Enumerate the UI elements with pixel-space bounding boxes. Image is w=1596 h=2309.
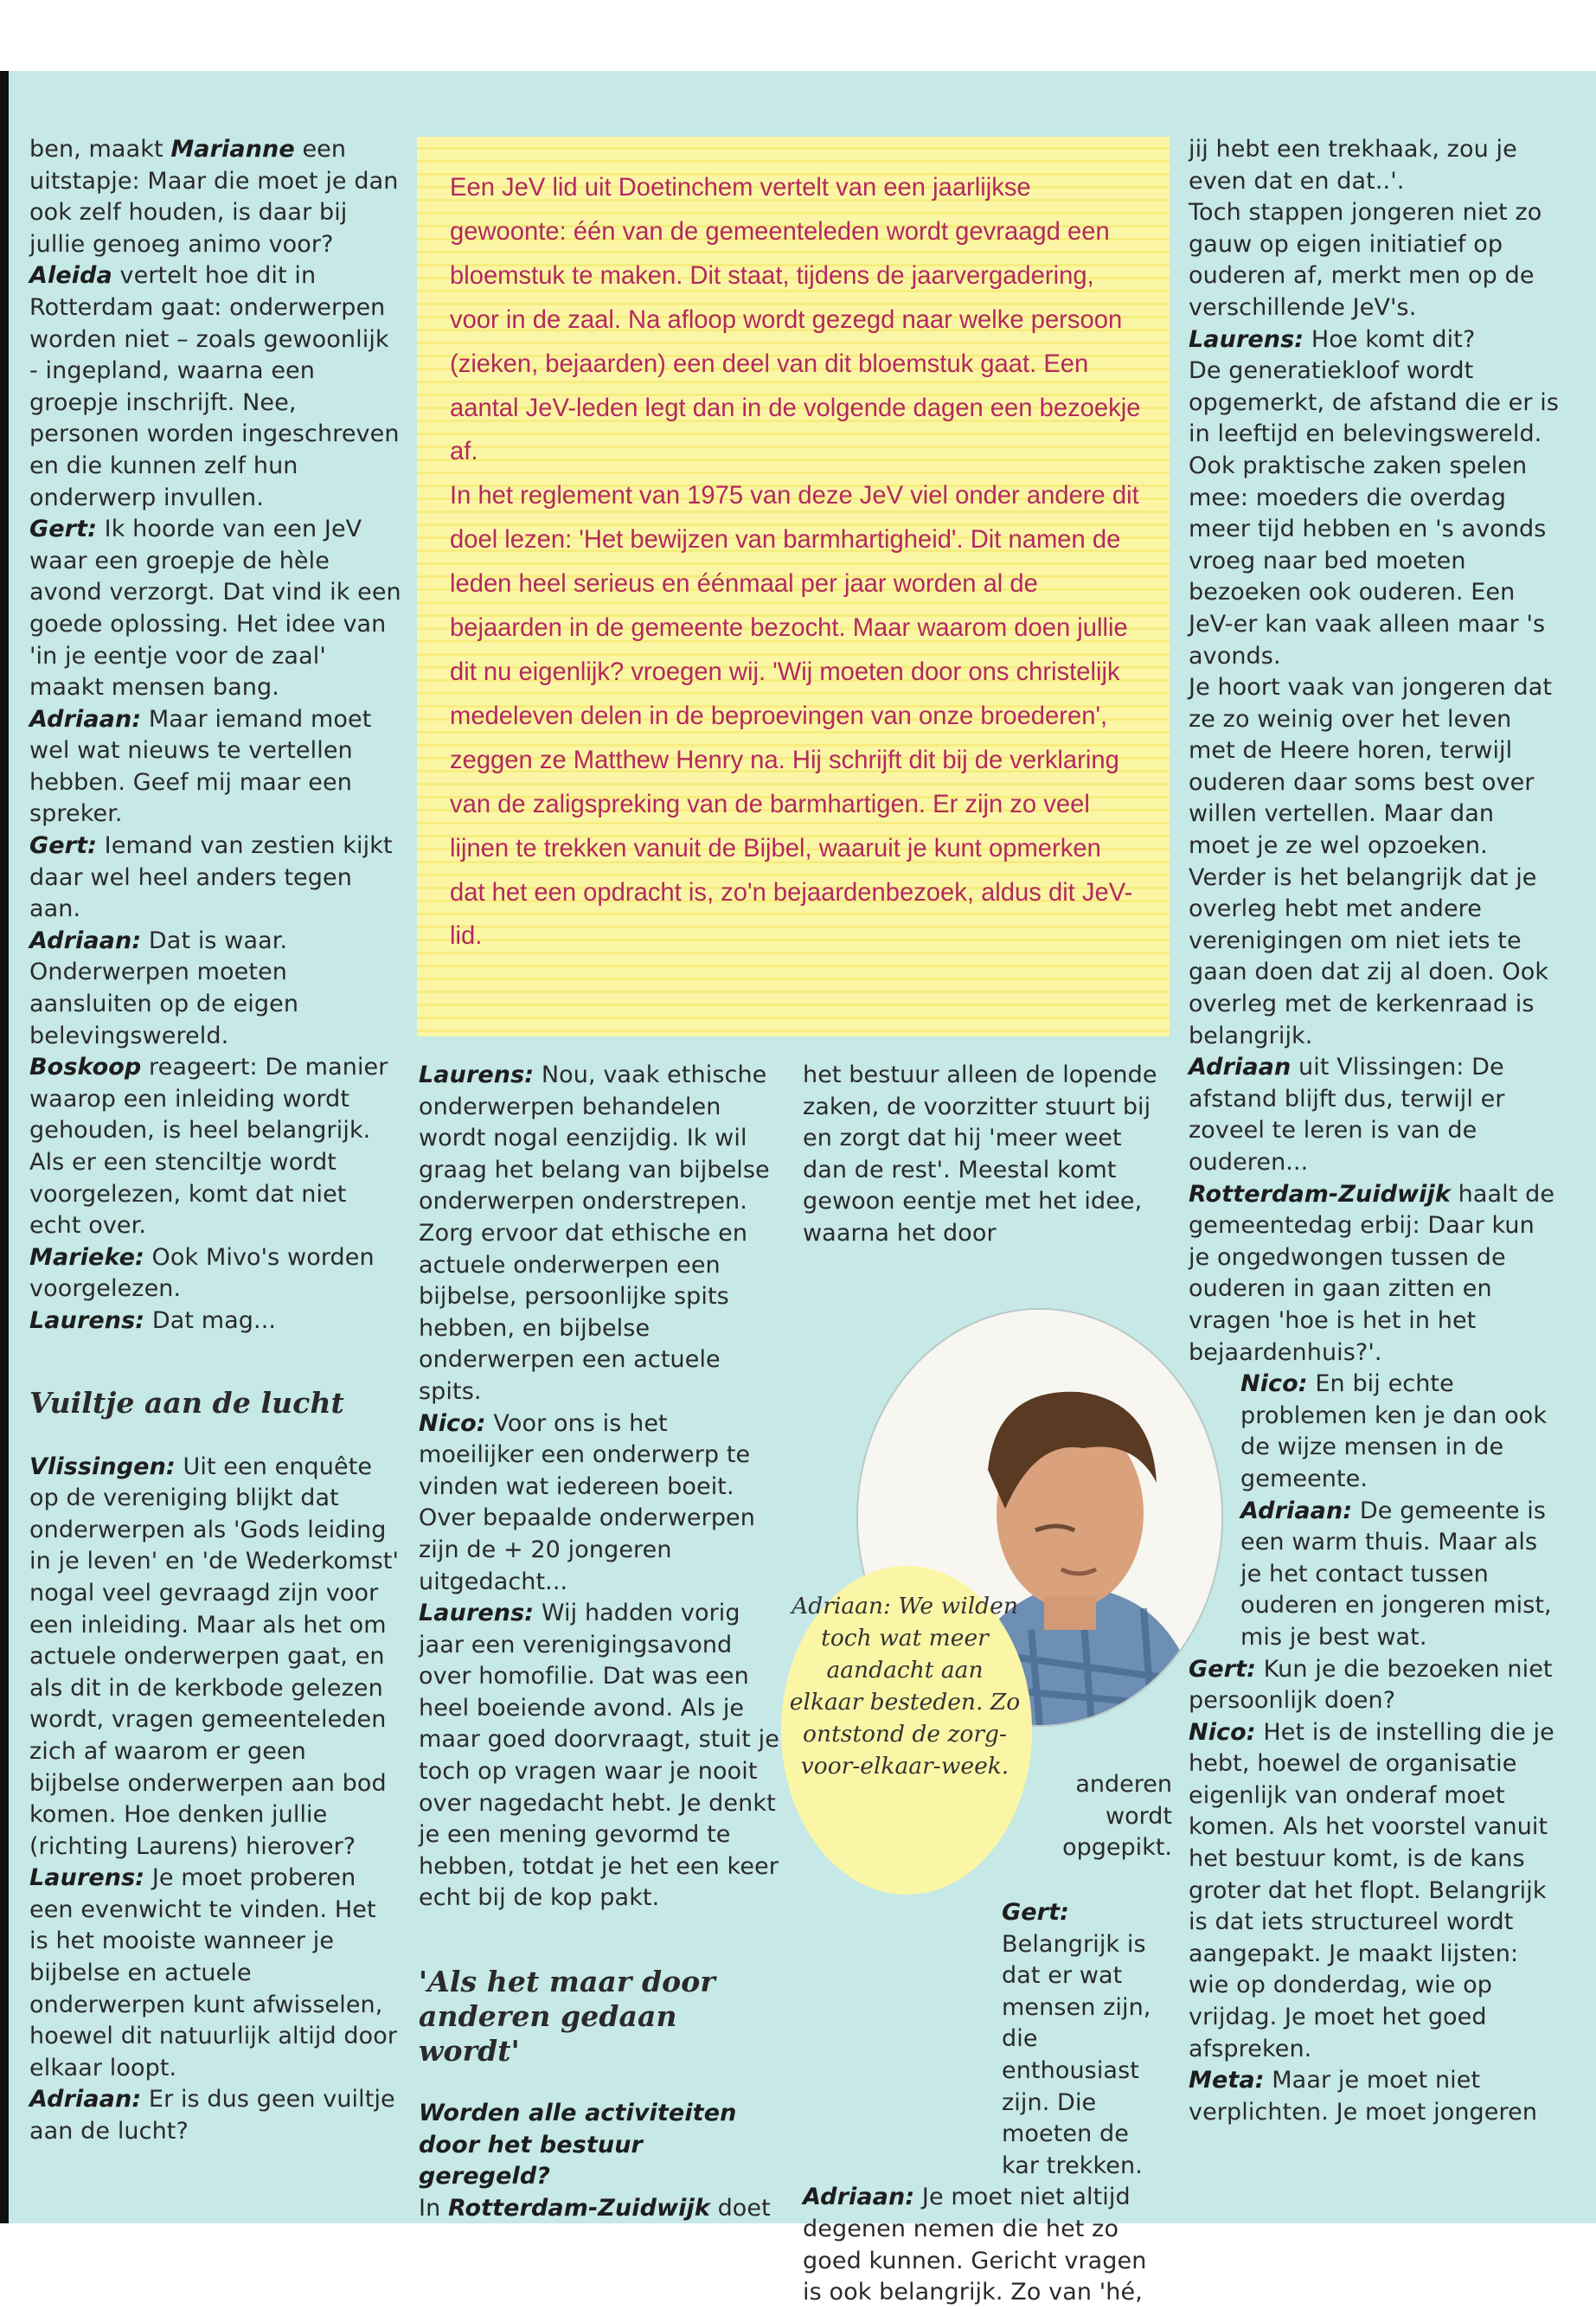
paragraph: Adriaan: Je moet niet altijd degenen nemen die het zo goed kunnen. Gericht vragen is ook belangrijk. Zo van 'hé,: [803, 2184, 1147, 2306]
paragraph: Gert: Iemand van zestien kijkt daar wel heel anders tegen aan.: [29, 832, 393, 923]
speaker-name: Adriaan:: [803, 2184, 915, 2211]
paragraph: De generatiekloof wordt opgemerkt, de afstand die er is in leeftijd en belevingswereld. Ook praktische zaken spelen mee: moeders die overdag meer tijd hebben en 's avonds vroeg naar bed moeten bezoeken ook ouderen. Een JeV-er kan vaak alleen maar 's avonds.: [1189, 357, 1560, 670]
paragraph: Vlissingen: Uit een enquête op de vereniging blijkt dat onderwerpen als 'Gods leiding in je leven' en 'de Wederkomst' nogal veel gevraagd zijn voor een inleiding. Maar als het om actuele onderwerpen gaat, en als dit in de kerkbode gelezen wordt, vragen gemeenteleden zich af waarom er geen bijbelse onderwerpen aan bod komen. Hoe denken jullie (richting Laurens) hierover?: [29, 1453, 400, 1860]
paragraph: ben, maakt Marianne een uitstapje: Maar die moet je dan ook zelf houden, is daar bij jullie genoeg animo voor?: [29, 136, 399, 258]
column-2: [419, 1060, 782, 2224]
paragraph: Nico: Het is de instelling die je hebt, hoewel de organisatie eigenlijk van onderaf moet komen. Als het voorstel vanuit het bestuur komt, is de kans groter dat het flopt. Belangrijk is dat iets structureel wordt aangepakt. Je maakt lijsten: wie op donderdag, wie op vrijdag. Je moet het goed afspreken.: [1189, 1718, 1554, 2062]
column-4: [1189, 134, 1562, 2128]
column-3: [803, 1060, 1166, 1250]
photo-caption: Adriaan: We wilden toch wat meer aandacht aan elkaar besteden. Zo ontstond de zorg-voor-elkaar-week.: [789, 1593, 1021, 1780]
paragraph: Adriaan: Dat is waar. Onderwerpen moeten aansluiten op de eigen belevingswereld.: [29, 927, 299, 1049]
paragraph: Rotterdam-Zuidwijk haalt de gemeentedag erbij: Daar kun je ongedwongen tussen de ouderen in gaan zitten en vragen 'hoe is het in het bejaardenhuis?'.: [1189, 1180, 1555, 1366]
paragraph: Laurens: Hoe komt dit?: [1189, 325, 1476, 353]
column-1: [29, 134, 401, 2148]
page-edge-shadow: [0, 71, 9, 2223]
speaker-name: Nico:: [1189, 1718, 1256, 1746]
paragraph: Adriaan: Er is dus geen vuiltje aan de lucht?: [29, 2086, 395, 2145]
paragraph: Gert: Belangrijk is dat er wat mensen zijn, die enthousiast zijn. Die moeten de kar trekken.: [1002, 1899, 1151, 2179]
speaker-name: Laurens:: [419, 1061, 535, 1088]
paragraph: Nico: En bij echte problemen ken je dan ook de wijze mensen in de gemeente.: [1240, 1370, 1548, 1492]
box-text: [450, 166, 1142, 959]
speaker-name: Marianne: [170, 136, 295, 163]
speaker-name: Laurens:: [29, 1306, 145, 1334]
section-heading: 'Als het maar door anderen gedaan wordt': [419, 1965, 715, 2068]
box-paragraph: Een JeV lid uit Doetinchem vertelt van een jaarlijkse gewoonte: één van de gemeenteleden wordt gevraagd een bloemstuk te maken. Dit staat, tijdens de jaarvergadering, voor in de zaal. Na afloop wordt gezegd naar welke persoon (zieken, bejaarden) een deel van dit bloemstuk gaat. Een aantal JeV-leden legt dan in de volgende dagen een bezoekje af.: [450, 174, 1141, 466]
paragraph: Je hoort vaak van jongeren dat ze zo weinig over het leven met de Heere horen, terwijl ouderen daar soms best over willen vertellen. Maar dan moet je ze wel opzoeken. Verder is het belangrijk dat je overleg hebt met andere verenigingen om niet iets te gaan doen dat zij al doen. Ook overleg met de kerkenraad is belangrijk.: [1189, 674, 1553, 1049]
speaker-name: Gert:: [1189, 1655, 1256, 1683]
paragraph: Laurens: Dat mag...: [29, 1306, 277, 1334]
speaker-name: Gert:: [29, 516, 97, 543]
sidebar-box: [417, 137, 1170, 1036]
speaker-name: Laurens:: [29, 1864, 145, 1892]
paragraph: Toch stappen jongeren niet zo gauw op eigen initiatief op ouderen af, merkt men op de verschillende JeV's.: [1189, 199, 1542, 321]
paragraph: Gert: Ik hoorde van een JeV waar een groepje de hèle avond verzorgt. Dat vind ik een goede oplossing. Het idee van 'in je eentje voor de zaal' maakt mensen bang.: [29, 516, 401, 702]
paragraph: Adriaan: Maar iemand moet wel wat nieuws te vertellen hebben. Geef mij maar een spreker.: [29, 705, 372, 828]
box-paragraph: In het reglement van 1975 van deze JeV viel onder andere dit doel lezen: 'Het bewijzen van barmhartigheid'. Dit namen de leden heel serieus en éénmaal per jaar worden al de bejaarden in de gemeente bezocht. Maar waarom doen jullie dit nu eigenlijk? vroegen wij. 'Wij moeten door ons christelijk medeleven delen in de beproevingen van onze broederen', zeggen ze Matthew Henry na. Hij schrijft dit bij de verklaring van de zaligspreking van de barmhartigen. Er zijn zo veel lijnen te trekken vanuit de Bijbel, waaruit je kunt opmerken dat het een opdracht is, zo'n bejaardenbezoek, aldus dit JeV-lid.: [450, 482, 1139, 951]
speaker-name: Gert:: [29, 832, 97, 860]
speaker-name: Laurens:: [1189, 325, 1304, 353]
paragraph: Nico: Voor ons is het moeilijker een onderwerp te vinden wat iedereen boeit. Over bepaalde onderwerpen zijn de + 20 jongeren uitgedacht...: [419, 1409, 755, 1595]
speaker-name: Rotterdam-Zuidwijk: [1189, 1180, 1451, 1208]
speaker-name: Laurens:: [419, 1600, 535, 1627]
paragraph: Marieke: Ook Mivo's worden voorgelezen.: [29, 1243, 375, 1303]
paragraph: Laurens: Nou, vaak ethische onderwerpen behandelen wordt nogal eenzijdig. Ik wil graag het belang van bijbelse onderwerpen onderstrepen. Zorg ervoor dat ethische en actuele onderwerpen een bijbelse, persoonlijke spits hebben, en bijbelse onderwerpen een actuele spits.: [419, 1061, 770, 1405]
speaker-name: Rotterdam-Zuidwijk: [447, 2194, 710, 2222]
column-3-lower: [803, 1897, 1166, 2309]
speaker-name: Adriaan:: [1240, 1497, 1353, 1524]
paragraph: jij hebt een trekhaak, zou je even dat en dat..'.: [1189, 136, 1517, 195]
paragraph: Meta: Maar je moet niet verplichten. Je moet jongeren: [1189, 2067, 1538, 2126]
paragraph: Laurens: Wij hadden vorig jaar een verenigingsavond over homofilie. Dat was een heel boeiende avond. Als je maar goed doorvraagt, stuit je toch op vragen waar je nooit over nagedacht hebt. Je denkt je een mening gevormd te hebben, totdat je het een keer echt bij de kop pakt.: [419, 1600, 779, 1912]
section-heading: Vuiltje aan de lucht: [29, 1385, 344, 1420]
speaker-name: Meta:: [1189, 2067, 1265, 2094]
paragraph: In Rotterdam-Zuidwijk doet: [419, 2194, 771, 2222]
speaker-name: Adriaan:: [29, 927, 142, 954]
speaker-name: Adriaan: [1189, 1054, 1292, 1081]
paragraph: Adriaan uit Vlissingen: De afstand blijft dus, terwijl er zoveel te leren is van de ouderen...: [1189, 1054, 1505, 1176]
speaker-name: Adriaan:: [29, 2086, 142, 2113]
paragraph: Laurens: Je moet proberen een evenwicht te vinden. Het is het mooiste wanneer je bijbelse en actuele onderwerpen kunt afwisselen, hoewel dit natuurlijk altijd door elkaar loopt.: [29, 1864, 398, 2081]
paragraph: het bestuur alleen de lopende zaken, de voorzitter stuurt bij en zorgt dat hij 'meer weet dan de rest'. Meestal komt gewoon eentje met het idee, waarna het door: [803, 1061, 1157, 1247]
speaker-name: Vlissingen:: [29, 1453, 176, 1480]
paragraph: Gert: Kun je die bezoeken niet persoonlijk doen?: [1189, 1655, 1553, 1715]
speaker-name: Aleida: [29, 262, 112, 290]
speaker-name: Nico:: [1240, 1370, 1308, 1398]
speaker-name: Marieke:: [29, 1243, 144, 1271]
paragraph: Aleida vertelt hoe dit in Rotterdam gaat: onderwerpen worden niet – zoals gewoonlijk - ingepland, waarna een groepje inschrijft. Nee, personen worden ingeschreven en die kunnen zelf hun onderwerp invullen.: [29, 262, 400, 511]
paragraph: Boskoop reageert: De manier waarop een inleiding wordt gehouden, is heel belangrijk. Als er een stenciltje wordt voorgelezen, komt dat niet echt over.: [29, 1054, 388, 1240]
speaker-name: Nico:: [419, 1409, 486, 1437]
subheading: Worden alle activiteiten door het bestuur geregeld?: [419, 2100, 737, 2190]
wrapped-text: anderen wordt opgepikt.: [1062, 1771, 1172, 1862]
paragraph: Adriaan: De gemeente is een warm thuis. Maar als je het contact tussen ouderen en jongeren mist, mis je best wat.: [1240, 1497, 1552, 1651]
speaker-name: Adriaan:: [29, 705, 142, 733]
speaker-name: Gert:: [1002, 1899, 1069, 1926]
speaker-name: Boskoop: [29, 1054, 142, 1081]
